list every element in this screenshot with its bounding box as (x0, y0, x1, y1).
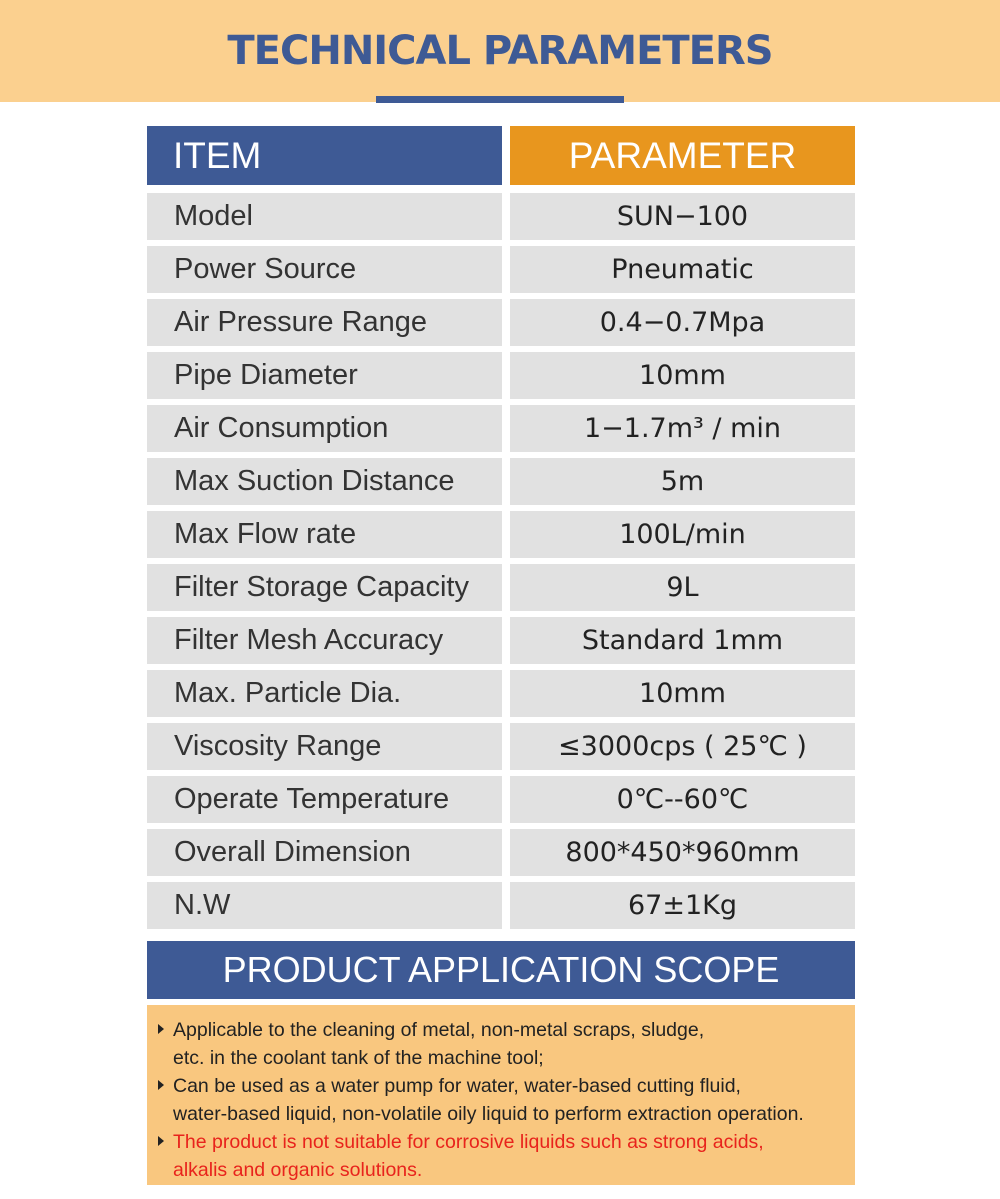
row-parameter-value: 5m (510, 458, 855, 505)
row-item-label: Max. Particle Dia. (147, 670, 502, 717)
title-underline (376, 96, 624, 103)
row-parameter-value: SUN−100 (510, 193, 855, 240)
parameters-table (147, 126, 855, 935)
table-row (147, 564, 855, 611)
table-row (147, 246, 855, 293)
scope-title: PRODUCT APPLICATION SCOPE (147, 941, 855, 999)
row-parameter-value: 1−1.7m³ / min (510, 405, 855, 452)
table-row (147, 670, 855, 717)
table-row (147, 882, 855, 929)
row-parameter-value: 800*450*960mm (510, 829, 855, 876)
scope-bullet-text: The product is not suitable for corrosive liquids such as strong acids, (173, 1131, 764, 1153)
table-row (147, 299, 855, 346)
row-item-label: N.W (147, 882, 502, 929)
table-row (147, 511, 855, 558)
title-banner (0, 0, 1000, 102)
scope-bullet-text: alkalis and organic solutions. (173, 1159, 423, 1181)
row-item-label: Max Suction Distance (147, 458, 502, 505)
table-row (147, 193, 855, 240)
scope-bullet-text: etc. in the coolant tank of the machine tool; (173, 1047, 544, 1069)
row-item-label: Pipe Diameter (147, 352, 502, 399)
row-parameter-value: Standard 1mm (510, 617, 855, 664)
table-row (147, 776, 855, 823)
scope-bullet-list (147, 1005, 855, 1185)
table-row (147, 723, 855, 770)
header-parameter: PARAMETER (510, 126, 855, 185)
table-row (147, 829, 855, 876)
triangle-bullet-icon (158, 1136, 164, 1146)
scope-bullet-line (158, 1156, 855, 1184)
row-parameter-value: Pneumatic (510, 246, 855, 293)
header-item: ITEM (147, 126, 502, 185)
scope-bullet-text: Applicable to the cleaning of metal, non-metal scraps, sludge, (173, 1019, 705, 1041)
row-item-label: Air Consumption (147, 405, 502, 452)
row-parameter-value: 10mm (510, 670, 855, 717)
table-row (147, 352, 855, 399)
table-row (147, 458, 855, 505)
row-item-label: Operate Temperature (147, 776, 502, 823)
row-item-label: Max Flow rate (147, 511, 502, 558)
scope-bullet-line (158, 1072, 855, 1100)
row-parameter-value: 67±1Kg (510, 882, 855, 929)
scope-bullet-line (158, 1100, 855, 1128)
row-parameter-value: 0.4−0.7Mpa (510, 299, 855, 346)
scope-bullet-line (158, 1128, 855, 1156)
row-item-label: Model (147, 193, 502, 240)
row-parameter-value: 100L/min (510, 511, 855, 558)
page-title: TECHNICAL PARAMETERS (227, 28, 773, 74)
triangle-bullet-icon (158, 1024, 164, 1034)
row-parameter-value: 9L (510, 564, 855, 611)
row-item-label: Air Pressure Range (147, 299, 502, 346)
row-parameter-value: ≤3000cps ( 25℃ ) (510, 723, 855, 770)
table-row (147, 405, 855, 452)
table-row (147, 617, 855, 664)
triangle-bullet-icon (158, 1080, 164, 1090)
row-item-label: Viscosity Range (147, 723, 502, 770)
row-item-label: Filter Storage Capacity (147, 564, 502, 611)
scope-bullet-line (158, 1016, 855, 1044)
row-parameter-value: 0℃--60℃ (510, 776, 855, 823)
table-header-row (147, 126, 855, 185)
scope-bullet-text: Can be used as a water pump for water, water-based cutting fluid, (173, 1075, 741, 1097)
row-item-label: Power Source (147, 246, 502, 293)
row-parameter-value: 10mm (510, 352, 855, 399)
row-item-label: Overall Dimension (147, 829, 502, 876)
row-item-label: Filter Mesh Accuracy (147, 617, 502, 664)
scope-bullet-text: water-based liquid, non-volatile oily liquid to perform extraction operation. (173, 1103, 804, 1125)
scope-bullet-line (158, 1044, 855, 1072)
